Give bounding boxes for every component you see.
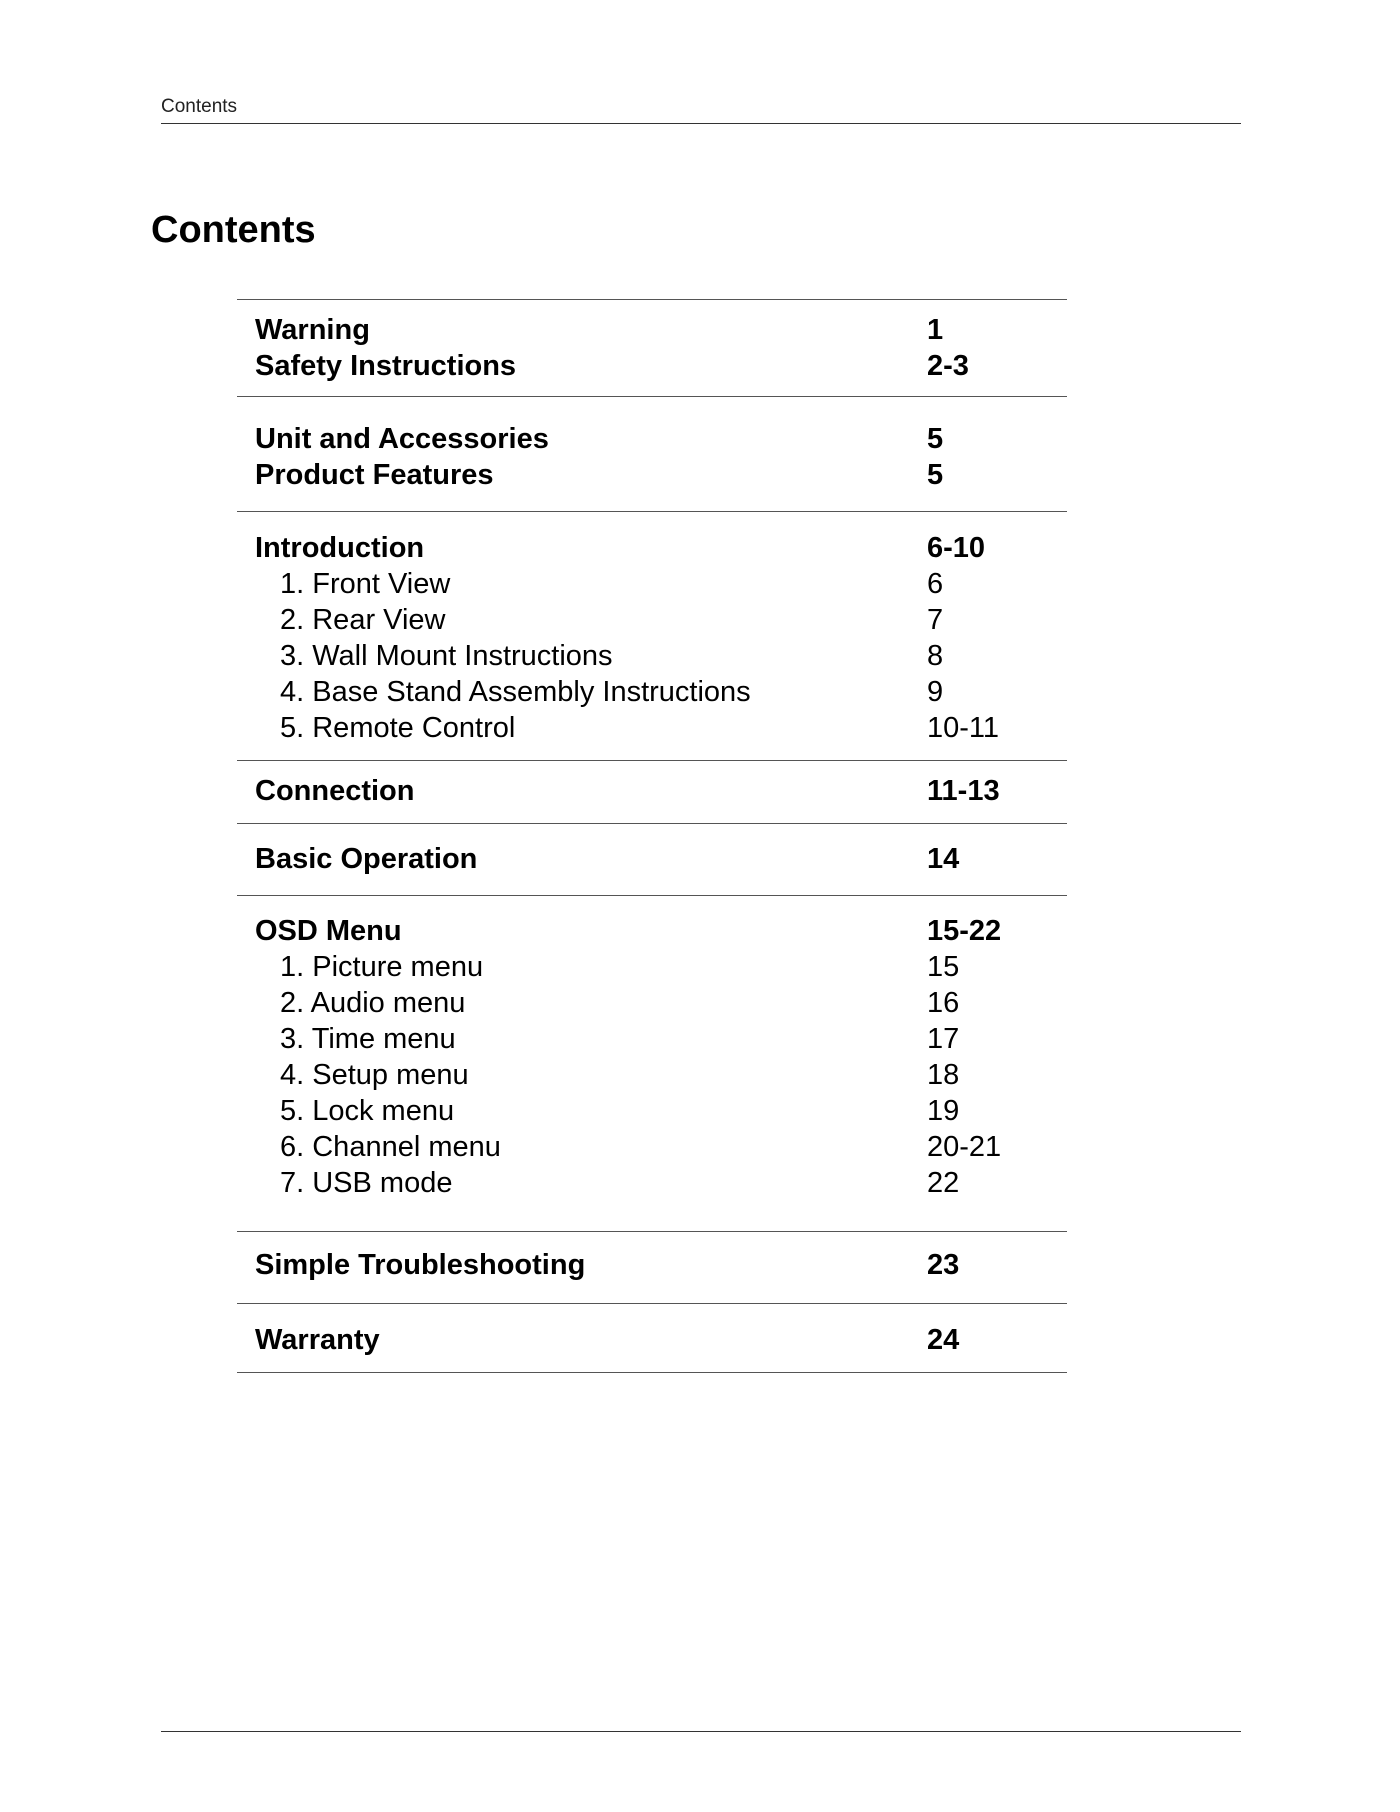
toc-subentry-audio-menu[interactable] [237,985,1067,1021]
toc-entry-label: Product Features [255,459,494,491]
toc-entry-label: Warranty [255,1324,380,1356]
toc-entry-label: Basic Operation [255,843,478,875]
toc-entry-warning[interactable] [237,312,1067,348]
toc-entry-label: Safety Instructions [255,350,517,382]
toc-entry-label: OSD Menu [255,915,402,947]
toc-entry-page: 1 [927,314,944,346]
toc-subentry-label: 4. Setup menu [280,1059,469,1091]
toc-group-warranty [237,1303,1067,1373]
toc-subentry-wall-mount[interactable] [237,638,1067,674]
toc-entry-page: 5 [927,459,944,491]
toc-subentry-page: 22 [927,1167,960,1199]
toc-subentry-label: 1. Front View [280,568,451,600]
toc-subentry-label: 2. Rear View [280,604,446,636]
toc-subentry-channel-menu[interactable] [237,1129,1067,1165]
toc-group-unit [237,396,1067,511]
toc-entry-page: 2-3 [927,350,969,382]
toc-subentry-page: 9 [927,676,944,708]
toc-group-basic-operation [237,823,1067,895]
toc-group-connection [237,760,1067,823]
toc-entry-label: Introduction [255,532,425,564]
toc-subentry-usb-mode[interactable] [237,1165,1067,1201]
toc-subentry-base-stand[interactable] [237,674,1067,710]
toc-entry-page: 24 [927,1324,960,1356]
toc-entry-simple-troubleshooting[interactable] [237,1247,1067,1283]
toc-subentry-front-view[interactable] [237,566,1067,602]
toc-entry-safety-instructions[interactable] [237,348,1067,384]
toc-subentry-page: 8 [927,640,944,672]
toc-entry-page: 23 [927,1249,960,1281]
footer-rule [161,1731,1241,1732]
header-rule [161,123,1241,124]
toc-entry-page: 5 [927,423,944,455]
toc-subentry-page: 10-11 [927,712,1000,744]
toc-entry-unit-and-accessories[interactable] [237,421,1067,457]
toc-subentry-label: 6. Channel menu [280,1131,501,1163]
toc-subentry-page: 18 [927,1059,960,1091]
toc-entry-page: 11-13 [927,775,1000,807]
toc-subentry-setup-menu[interactable] [237,1057,1067,1093]
toc-entry-osd-menu[interactable] [237,913,1067,949]
toc-subentry-label: 4. Base Stand Assembly Instructions [280,676,751,708]
toc-subentry-page: 20-21 [927,1131,1002,1163]
toc-entry-basic-operation[interactable] [237,841,1067,877]
toc-group-troubleshooting [237,1231,1067,1303]
table-of-contents [237,299,1067,1373]
toc-entry-warranty[interactable] [237,1322,1067,1358]
toc-subentry-page: 16 [927,987,960,1019]
toc-subentry-label: 5. Lock menu [280,1095,455,1127]
toc-subentry-label: 7. USB mode [280,1167,453,1199]
toc-entry-introduction[interactable] [237,530,1067,566]
running-header: Contents [161,96,238,117]
toc-subentry-lock-menu[interactable] [237,1093,1067,1129]
toc-entry-label: Connection [255,775,415,807]
toc-group-warning [237,299,1067,396]
toc-subentry-remote-control[interactable] [237,710,1067,746]
toc-entry-label: Unit and Accessories [255,423,549,455]
toc-entry-connection[interactable] [237,773,1067,809]
toc-subentry-label: 3. Time menu [280,1023,456,1055]
toc-entry-label: Warning [255,314,370,346]
toc-subentry-page: 19 [927,1095,960,1127]
toc-entry-label: Simple Troubleshooting [255,1249,586,1281]
toc-subentry-rear-view[interactable] [237,602,1067,638]
toc-subentry-label: 1. Picture menu [280,951,484,983]
toc-subentry-page: 6 [927,568,944,600]
toc-subentry-label: 5. Remote Control [280,712,516,744]
toc-subentry-picture-menu[interactable] [237,949,1067,985]
toc-subentry-label: 2. Audio menu [280,987,466,1019]
toc-entry-page: 6-10 [927,532,986,564]
toc-group-introduction [237,511,1067,760]
toc-subentry-page: 17 [927,1023,960,1055]
toc-entry-page: 15-22 [927,915,1002,947]
toc-entry-page: 14 [927,843,960,875]
toc-subentry-label: 3. Wall Mount Instructions [280,640,613,672]
toc-subentry-time-menu[interactable] [237,1021,1067,1057]
toc-entry-product-features[interactable] [237,457,1067,493]
page-title: Contents [151,209,316,252]
toc-subentry-page: 15 [927,951,960,983]
toc-group-osd-menu [237,895,1067,1231]
toc-subentry-page: 7 [927,604,944,636]
